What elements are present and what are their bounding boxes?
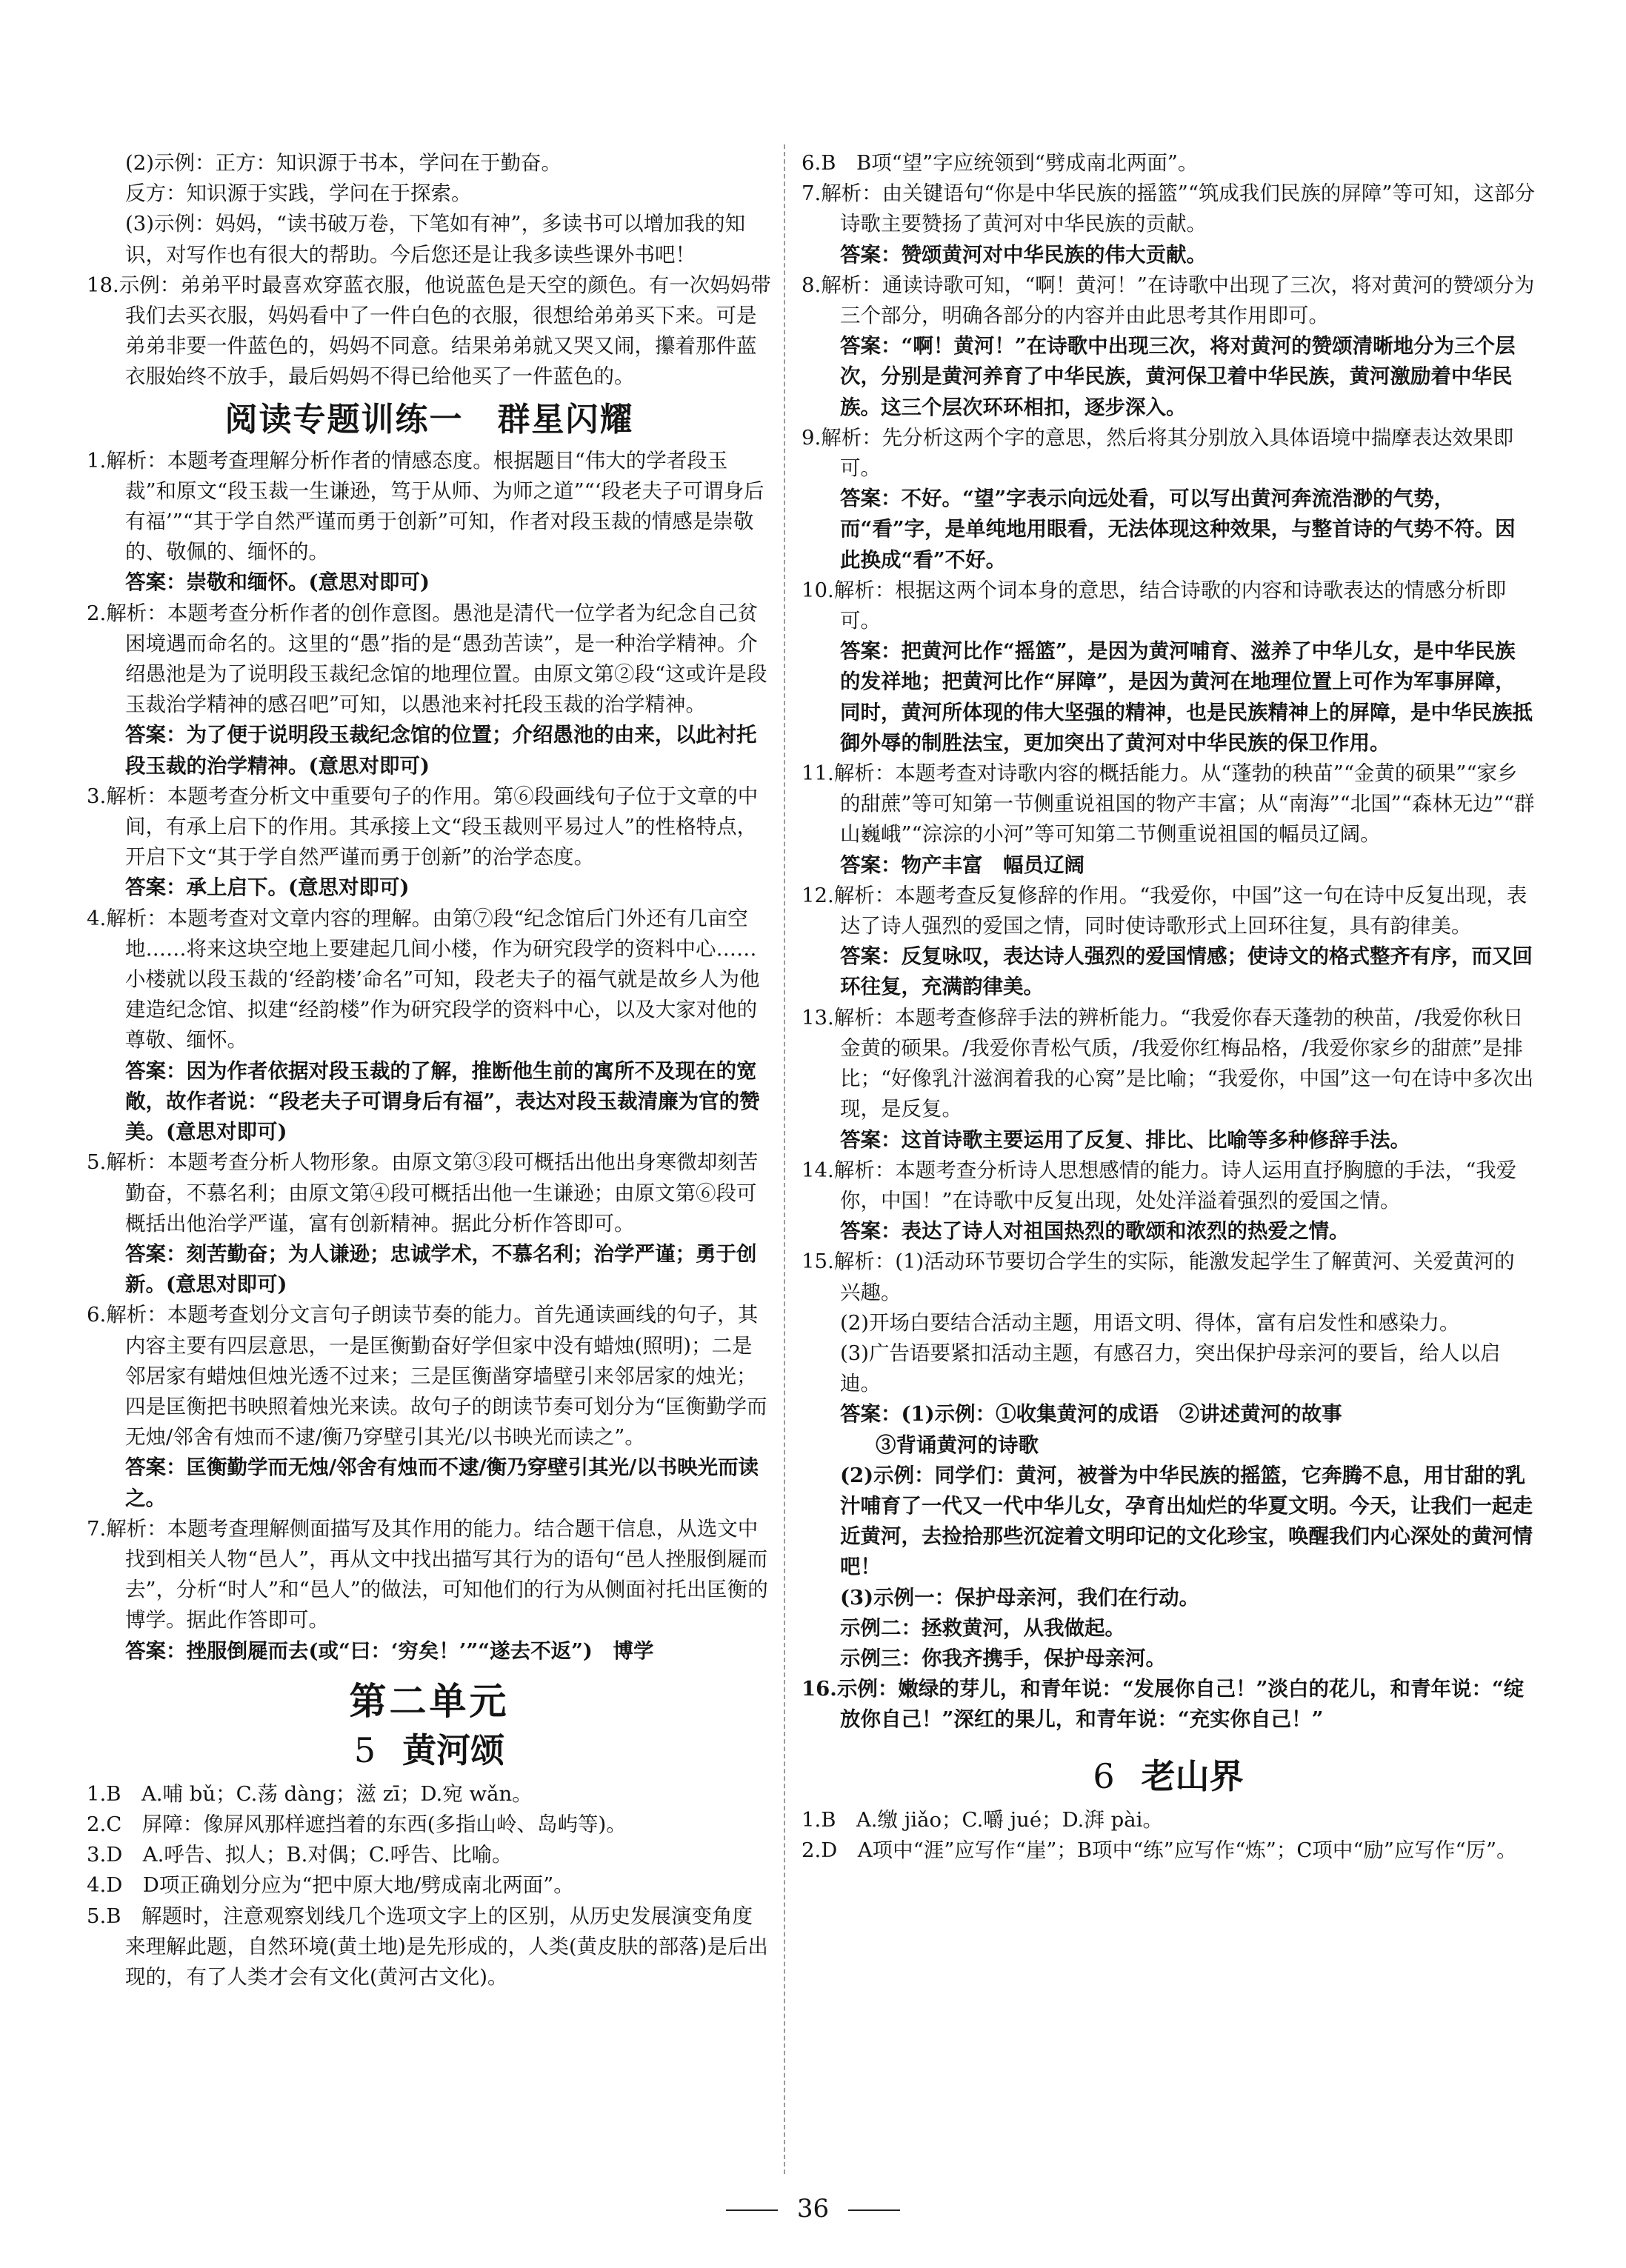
question-analysis: 7.解析：由关键语句“你是中华民族的摇篮”“筑成我们民族的屏障”等可知，这部分诗歌主要赞扬了黄河对中华民族的贡献。: [802, 181, 1535, 236]
question-15-analysis: 15.解析：(1)活动环节要切合学生的实际，能激发起学生了解黄河、关爱黄河的兴趣。: [802, 1250, 1515, 1304]
question-analysis: 10.解析：根据这两个词本身的意思，结合诗歌的内容和诗歌表达的情感分析即可。: [802, 578, 1507, 633]
question-analysis: 1.解析：本题考查理解分析作者的情感态度。根据题目“伟大的学者段玉裁”和原文“段玉裁一生谦逊，笃于从师、为师之道”“‘段老夫子可谓身后有福’”“其于学自然严谨而勇于创新”可知，作者对段玉裁的情感是崇敬的、敬佩的、缅怀的。: [87, 448, 764, 564]
question-15-part: (3)广告语要紧扣活动主题，有感召力，突出保护母亲河的要旨，给人以启迪。: [840, 1341, 1501, 1396]
question-16: 16.示例：嫩绿的芽儿，和青年说：“发展你自己！”淡白的花儿，和青年说：“绽放你自己！”深红的果儿，和青年说：“充实你自己！”: [802, 1677, 1525, 1732]
question-answer: 答案：承上启下。(意思对即可): [125, 875, 410, 900]
question-analysis: 12.解析：本题考查反复修辞的作用。“我爱你，中国”这一句在诗中反复出现，表达了诗人强烈的爱国之情，同时使诗歌形式上回环往复，具有韵律美。: [802, 883, 1527, 938]
choice-answer: 1.B A.哺 bǔ；C.荡 dàng；滋 zī；D.宛 wǎn。: [87, 1781, 533, 1806]
answer-line: 反方：知识源于实践，学问在于探索。: [125, 181, 472, 206]
lesson-title: [802, 1752, 1535, 1801]
question-analysis: 4.解析：本题考查对文章内容的理解。由第⑦段“纪念馆后门外还有几亩空地……将来这块空地上要建起几间小楼，作为研究段学的资料中心……小楼就以段玉裁的‘经韵楼’命名”可知，段老夫子的福气就是故乡人为他建造纪念馆、拟建“经韵楼”作为研究段学的资料中心，以及大家对他的尊敬、缅怀。: [87, 906, 760, 1053]
question-answer: 答案：反复咏叹，表达诗人强烈的爱国情感；使诗文的格式整齐有序，而又回环往复，充满韵律美。: [840, 944, 1533, 999]
question-15-answer: 示例二：拯救黄河，从我做起。: [840, 1615, 1125, 1640]
lesson-title: [87, 1726, 772, 1775]
question-answer: 答案：为了便于说明段玉裁纪念馆的位置；介绍愚池的由来，以此衬托段玉裁的治学精神。(意思对即可): [125, 723, 757, 778]
question-answer: 答案：崇敬和缅怀。(意思对即可): [125, 570, 430, 595]
question-analysis: 3.解析：本题考查分析文中重要句子的作用。第⑥段画线句子位于文章的中间，有承上启下的作用。其承接上文“段玉裁则平易过人”的性格特点，开启下文“其于学自然严谨而勇于创新”的治学态度。: [87, 784, 759, 870]
question-analysis: 5.解析：本题考查分析人物形象。由原文第③段可概括出他出身寒微却刻苦勤奋，不慕名利；由原文第④段可概括出他一生谦逊；由原文第⑥段可概括出他治学严谨，富有创新精神。据此分析作答即可。: [87, 1150, 759, 1235]
question-analysis: 7.解析：本题考查理解侧面描写及其作用的能力。结合题干信息，从选文中找到相关人物“邑人”，再从文中找出描写其行为的语句“邑人挫服倒屣而去”，分析“时人”和“邑人”的做法，可知他们的行为从侧面衬托出匡衡的博学。据此作答即可。: [87, 1516, 768, 1632]
column-divider: [784, 144, 785, 2174]
question-15-answer: (2)示例：同学们：黄河，被誉为中华民族的摇篮，它奔腾不息，用甘甜的乳汁哺育了一代又一代中华儿女，孕育出灿烂的华夏文明。今天，让我们一起走近黄河，去捡拾那些沉淀着文明印记的文化珍宝，唤醒我们内心深处的黄河情吧！: [840, 1463, 1533, 1579]
choice-answer: 2.C 屏障：像屏风那样遮挡着的东西(多指山岭、岛屿等)。: [87, 1812, 627, 1836]
question-answer: 答案：物产丰富 幅员辽阔: [840, 853, 1084, 877]
question-15-answer: ③背诵黄河的诗歌: [876, 1432, 1039, 1457]
question-answer: 答案：这首诗歌主要运用了反复、排比、比喻等多种修辞手法。: [840, 1127, 1410, 1152]
question-answer: 答案：把黄河比作“摇篮”，是因为黄河哺育、滋养了中华儿女，是中华民族的发祥地；把黄河比作“屏障”，是因为黄河在地理位置上可作为军事屏障，同时，黄河所体现的伟大坚强的精神，也是民族精神上的屏障，是中华民族抵御外辱的制胜法宝，更加突出了黄河对中华民族的保卫作用。: [840, 639, 1533, 755]
choice-answer: 4.D D项正确划分应为“把中原大地/劈成南北两面”。: [87, 1873, 574, 1898]
question-15-answer: 示例三：你我齐携手，保护母亲河。: [840, 1646, 1166, 1670]
choice-answer: 2.D A项中“涯”应写作“崖”；B项中“练”应写作“炼”；C项中“励”应写作“厉”。: [802, 1838, 1517, 1862]
answer-line: (3)示例：妈妈，“读书破万卷，下笔如有神”，多读书可以增加我的知识，对写作也有很大的帮助。今后您还是让我多读些课外书吧！: [125, 212, 746, 267]
question-answer: 答案：刻苦勤奋；为人谦逊；忠诚学术，不慕名利；治学严谨；勇于创新。(意思对即可): [125, 1241, 757, 1297]
question-analysis: 2.解析：本题考查分析作者的创作意图。愚池是清代一位学者为纪念自己贫困境遇而命名的。这里的“愚”指的是“愚劲苦读”，是一种治学精神。介绍愚池是为了说明段玉裁纪念馆的地理位置。由原文第②段“这或许是段玉裁治学精神的感召吧”可知，以愚池来衬托段玉裁的治学精神。: [87, 601, 767, 717]
choice-answer: 3.D A.呼告、拟人；B.对偶；C.呼告、比喻。: [87, 1843, 513, 1867]
right-column: [802, 148, 1535, 1866]
page-number: [0, 2194, 1626, 2224]
choice-answer: 1.B A.缴 jiǎo；C.嚼 jué；D.湃 pài。: [802, 1807, 1163, 1832]
question-answer: 答案：匡衡勤学而无烛/邻舍有烛而不逮/衡乃穿壁引其光/以书映光而读之。: [125, 1455, 759, 1510]
question-analysis: 9.解析：先分析这两个字的意思，然后将其分别放入具体语境中揣摩表达效果即可。: [802, 425, 1514, 481]
choice-answer: 6.B B项“望”字应统领到“劈成南北两面”。: [802, 151, 1199, 175]
lesson-number: 6: [1093, 1755, 1115, 1796]
question-analysis: 11.解析：本题考查对诗歌内容的概括能力。从“蓬勃的秧苗”“金黄的硕果”“家乡的甜蔗”等可知第一节侧重说祖国的物产丰富；从“南海”“北国”“森林无边”“群山巍峨”“淙淙的小河”等可知第二节侧重说祖国的幅员辽阔。: [802, 761, 1535, 847]
question-15-answer: 答案：(1)示例：①收集黄河的成语 ②讲述黄河的故事: [840, 1402, 1342, 1427]
question-analysis: 8.解析：通读诗歌可知，“啊！黄河！”在诗歌中出现了三次，将对黄河的赞颂分为三个部分，明确各部分的内容并由此思考其作用即可。: [802, 273, 1535, 328]
question-18: 18.示例：弟弟平时最喜欢穿蓝衣服，他说蓝色是天空的颜色。有一次妈妈带我们去买衣服，妈妈看中了一件白色的衣服，很想给弟弟买下来。可是弟弟非要一件蓝色的，妈妈不同意。结果弟弟就又哭又闹，攥着那件蓝衣服始终不放手，最后妈妈不得已给他买了一件蓝色的。: [87, 273, 771, 389]
lesson-number: 5: [353, 1730, 376, 1770]
question-analysis: 13.解析：本题考查修辞手法的辨析能力。“我爱你春天蓬勃的秧苗，/我爱你秋日金黄的硕果。/我爱你青松气质，/我爱你红梅品格，/我爱你家乡的甜蔗”是排比；“好像乳汁滋润着我的心窝”是比喻；“我爱你，中国”这一句在诗中多次出现，是反复。: [802, 1005, 1534, 1121]
question-answer: 答案：赞颂黄河对中华民族的伟大贡献。: [840, 242, 1207, 267]
question-15-part: (2)开场白要结合活动主题，用语文明、得体，富有启发性和感染力。: [840, 1310, 1460, 1335]
left-column: [87, 148, 772, 1992]
question-answer: 答案：因为作者依据对段玉裁的了解，推断他生前的寓所不及现在的宽敞，故作者说：“段老夫子可谓身后有福”，表达对段玉裁清廉为官的赞美。(意思对即可): [125, 1058, 760, 1144]
question-answer: 答案：不好。“望”字表示向远处看，可以写出黄河奔流浩渺的气势，而“看”字，是单纯地用眼看，无法体现这种效果，与整首诗的气势不符。因此换成“看”不好。: [840, 487, 1516, 572]
choice-answer: 5.B 解题时，注意观察划线几个选项文字上的区别，从历史发展演变角度来理解此题，自然环境(黄土地)是先形成的，人类(黄皮肤的部落)是后出现的，有了人类才会有文化(黄河古文化)。: [87, 1904, 768, 1989]
question-analysis: 14.解析：本题考查分析诗人思想感情的能力。诗人运用直抒胸臆的手法，“我爱你，中国！”在诗歌中反复出现，处处洋溢着强烈的爱国之情。: [802, 1158, 1517, 1213]
answer-line: (2)示例：正方：知识源于书本，学问在于勤奋。: [125, 151, 562, 175]
question-answer: 答案：“啊！黄河！”在诗歌中出现三次，将对黄河的赞颂清晰地分为三个层次，分别是黄河养育了中华民族，黄河保卫着中华民族，黄河激励着中华民族。这三个层次环环相扣，逐步深入。: [840, 334, 1516, 419]
unit-title: 第二单元: [349, 1678, 510, 1723]
question-15-answer: (3)示例一：保护母亲河，我们在行动。: [840, 1585, 1200, 1610]
page-number-text: 36: [796, 2194, 830, 2224]
question-answer: 答案：挫服倒屣而去(或“曰：‘穷矣！’”“遂去不返”) 博学: [125, 1638, 654, 1663]
question-answer: 答案：表达了诗人对祖国热烈的歌颂和浓烈的热爱之情。: [840, 1219, 1350, 1244]
question-analysis: 6.解析：本题考查划分文言句子朗读节奏的能力。首先通读画线的句子，其内容主要有四层意思，一是匡衡勤奋好学但家中没有蜡烛(照明)；二是邻居家有蜡烛但烛光透不过来；三是匡衡凿穿墙壁引来邻居家的烛光；四是匡衡把书映照着烛光来读。故句子的朗读节奏可划分为“匡衡勤学而无烛/邻舍有烛而不逮/衡乃穿壁引其光/以书映光而读之”。: [87, 1303, 767, 1450]
section-title: 阅读专题训练一 群星闪耀: [224, 400, 634, 438]
lesson-name: 黄河颂: [402, 1730, 505, 1770]
lesson-name: 老山界: [1141, 1755, 1244, 1796]
